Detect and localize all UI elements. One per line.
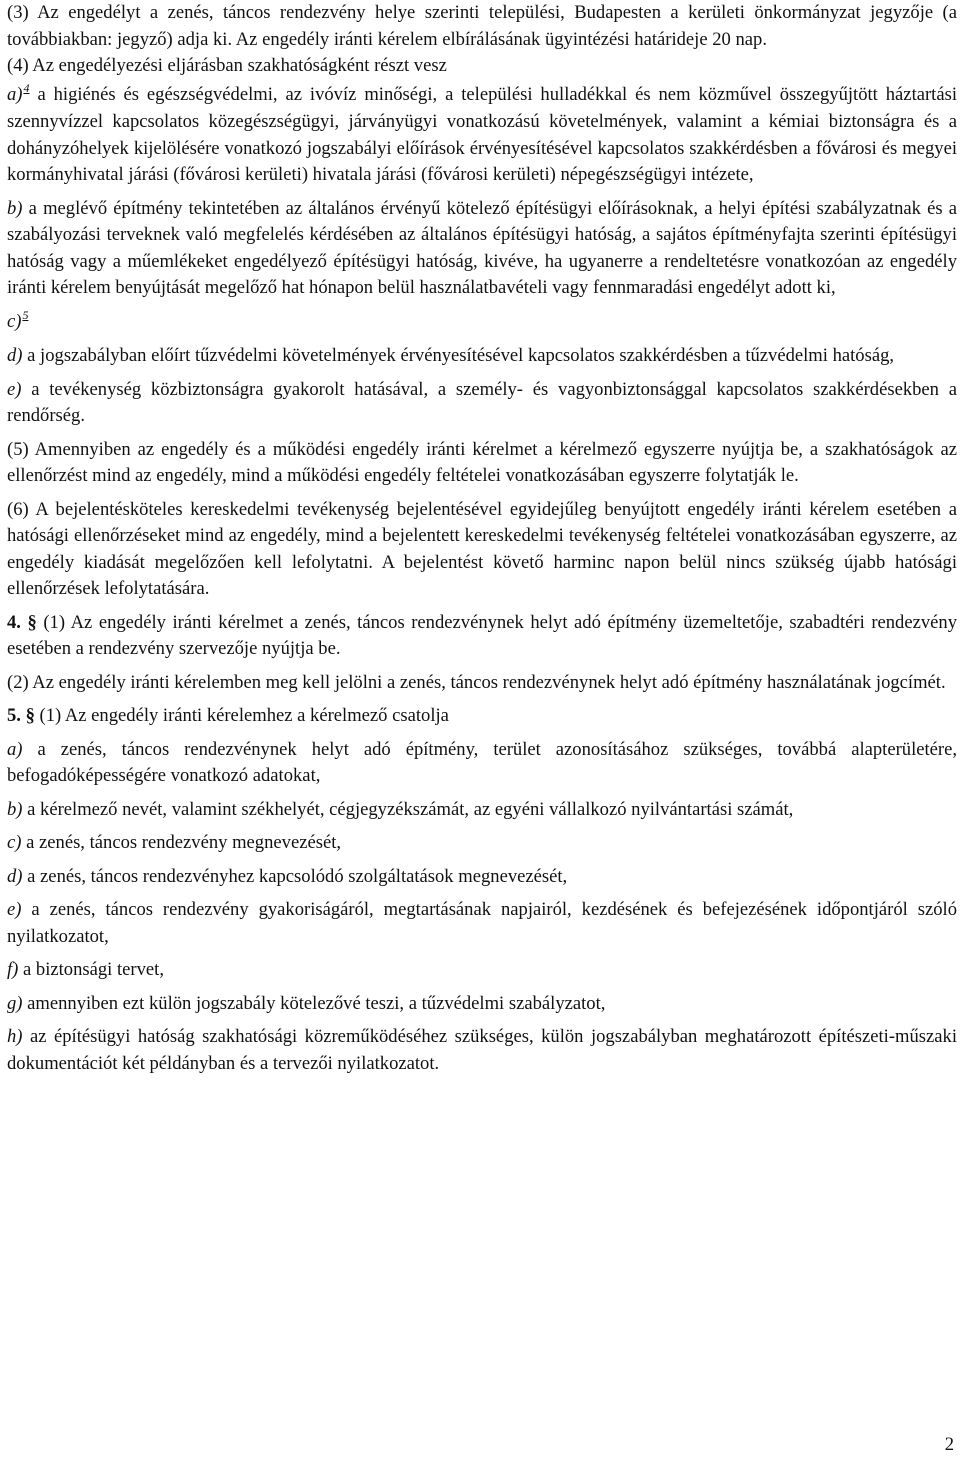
item-5b bbox=[7, 797, 957, 824]
item-5c bbox=[7, 830, 957, 857]
section-5-1 bbox=[7, 703, 957, 730]
item-label: b) bbox=[7, 798, 23, 820]
item-5h bbox=[7, 1024, 957, 1077]
paragraph-5: (5) Amennyiben az engedély és a működési engedély iránti kérelmet a kérelmező egyszerre nyújtja be, a szakhatóságok az ellenőrzést mind az engedély, mind a működési engedély feltételei vonatkozásában egyszerre folytatják le. bbox=[7, 438, 957, 486]
item-label: e) bbox=[7, 899, 22, 920]
section-4-1 bbox=[7, 610, 957, 663]
item-label: a) bbox=[7, 83, 23, 105]
section-text: (1) Az engedély iránti kérelemhez a kérelmező csatolja bbox=[34, 705, 449, 726]
item-label: b) bbox=[7, 197, 23, 219]
page-number: 2 bbox=[944, 1434, 954, 1455]
section-text: (1) Az engedély iránti kérelmet a zenés, táncos rendezvénynek helyt adó építmény üzemeltetője, szabadtéri rendezvény esetében a rendezvény szervezője nyújtja be. bbox=[7, 611, 958, 659]
item-label: g) bbox=[7, 992, 23, 1014]
item-label: c) bbox=[7, 310, 22, 332]
section-number: 4. § bbox=[7, 611, 37, 633]
item-4b bbox=[7, 196, 957, 302]
item-5f bbox=[7, 957, 957, 984]
item-text: a kérelmező nevét, valamint székhelyét, cégjegyzékszámát, az egyéni vállalkozó nyilvántartási számát, bbox=[27, 798, 794, 820]
footnote-ref[interactable]: 5 bbox=[22, 307, 29, 322]
item-text: a biztonsági tervet, bbox=[23, 959, 164, 980]
item-4e bbox=[7, 377, 957, 430]
item-4c bbox=[7, 309, 957, 337]
item-label: a) bbox=[7, 738, 23, 760]
item-text: a tevékenység közbiztonságra gyakorolt hatásával, a személy- és vagyonbiztonsággal kapcsolatos szakkérdésekben a rendőrség. bbox=[7, 378, 958, 426]
item-5g bbox=[7, 991, 957, 1018]
item-label: d) bbox=[7, 865, 23, 887]
document-page bbox=[7, 0, 957, 1077]
item-5d bbox=[7, 864, 957, 891]
item-label: e) bbox=[7, 378, 22, 400]
item-5e bbox=[7, 897, 957, 950]
item-4a bbox=[7, 82, 957, 189]
item-text: a zenés, táncos rendezvény megnevezését, bbox=[26, 832, 342, 853]
item-text: az építésügyi hatóság szakhatósági közreműködéséhez szükséges, külön jogszabályban meghatározott építészeti-műszaki dokumentációt két példányban és a tervezői nyilatkozatot. bbox=[7, 1026, 957, 1074]
item-text: amennyiben ezt külön jogszabály kötelezővé teszi, a tűzvédelmi szabályzatot, bbox=[27, 992, 606, 1014]
paragraph-3: (3) Az engedélyt a zenés, táncos rendezvény helye szerinti települési, Budapesten a kerületi önkormányzat jegyzője (a továbbiakban: jegyző) adja ki. Az engedély iránti kérelem elbírálásának ügyintézési határideje 20 nap. bbox=[7, 2, 957, 50]
item-label: c) bbox=[7, 832, 22, 853]
item-text: a zenés, táncos rendezvényhez kapcsolódó szolgáltatások megnevezését, bbox=[27, 865, 568, 887]
section-number: 5. § bbox=[7, 705, 35, 726]
item-4d bbox=[7, 343, 957, 370]
item-5a bbox=[7, 737, 957, 790]
item-text: a higiénés és egészségvédelmi, az ivóvíz minőségi, a települési hulladékkal és nem közművel összegyűjtött háztartási szennyvízzel kapcsolatos közegészségügyi, járványügyi vonatkozású követelmények, valamint a kémiai biztonságra és a dohányzóhelyek kijelölésére vonatkozó jogszabályi előírások érvényesítésével kapcsolatos szakkérdésben a fővárosi és megyei kormányhivatal járási (fővárosi kerületi) hivatala járási (fővárosi kerületi) népegészségügyi intézete, bbox=[7, 83, 957, 185]
item-text: a zenés, táncos rendezvénynek helyt adó építmény, terület azonosításához szükséges, továbbá alapterületére, befogadóképességére vonatkozó adatokat, bbox=[7, 738, 957, 786]
item-text: a zenés, táncos rendezvény gyakoriságáról, megtartásának napjairól, kezdésének és befejezésének időpontjáról szóló nyilatkozatot, bbox=[7, 899, 957, 947]
paragraph-6: (6) A bejelentésköteles kereskedelmi tevékenység bejelentésével egyidejűleg benyújtott engedély iránti kérelem esetében a hatósági ellenőrzéseket mind az engedély, mind a bejelentett kereskedelmi tevékenység feltételei vonatkozásában egyszerre, az engedély kiadását megelőzően kell lefolytatni. A bejelentést követő harminc napon belül nincs szükség újabb hatósági ellenőrzések lefolytatására. bbox=[7, 498, 957, 599]
item-label: h) bbox=[7, 1026, 23, 1047]
item-label: d) bbox=[7, 345, 23, 366]
footnote-ref[interactable]: 4 bbox=[23, 80, 30, 95]
item-label: f) bbox=[7, 959, 19, 980]
item-text: a meglévő építmény tekintetében az általános érvényű kötelező építésügyi előírásoknak, a helyi építési szabályzatnak és a szabályozási terveknek való megfelelés kérdésében az általános építésügyi hatóság, a sajátos építményfajta szerinti építésügyi hatóság vagy a műemlékeket engedélyező építésügyi hatóság, kivéve, ha ugyanerre a rendeltetésre vonatkozóan az engedély iránti kérelem benyújtását megelőző hat hónapon belül használatbavételi vagy fennmaradási engedélyt adott ki, bbox=[7, 197, 957, 298]
item-text: a jogszabályban előírt tűzvédelmi követelmények érvényesítésével kapcsolatos szakkérdésben a tűzvédelmi hatóság, bbox=[27, 345, 895, 366]
paragraph-4: (4) Az engedélyezési eljárásban szakhatóságként részt vesz bbox=[7, 55, 447, 76]
section-4-2: (2) Az engedély iránti kérelemben meg kell jelölni a zenés, táncos rendezvénynek helyt adó építmény használatának jogcímét. bbox=[7, 671, 946, 693]
